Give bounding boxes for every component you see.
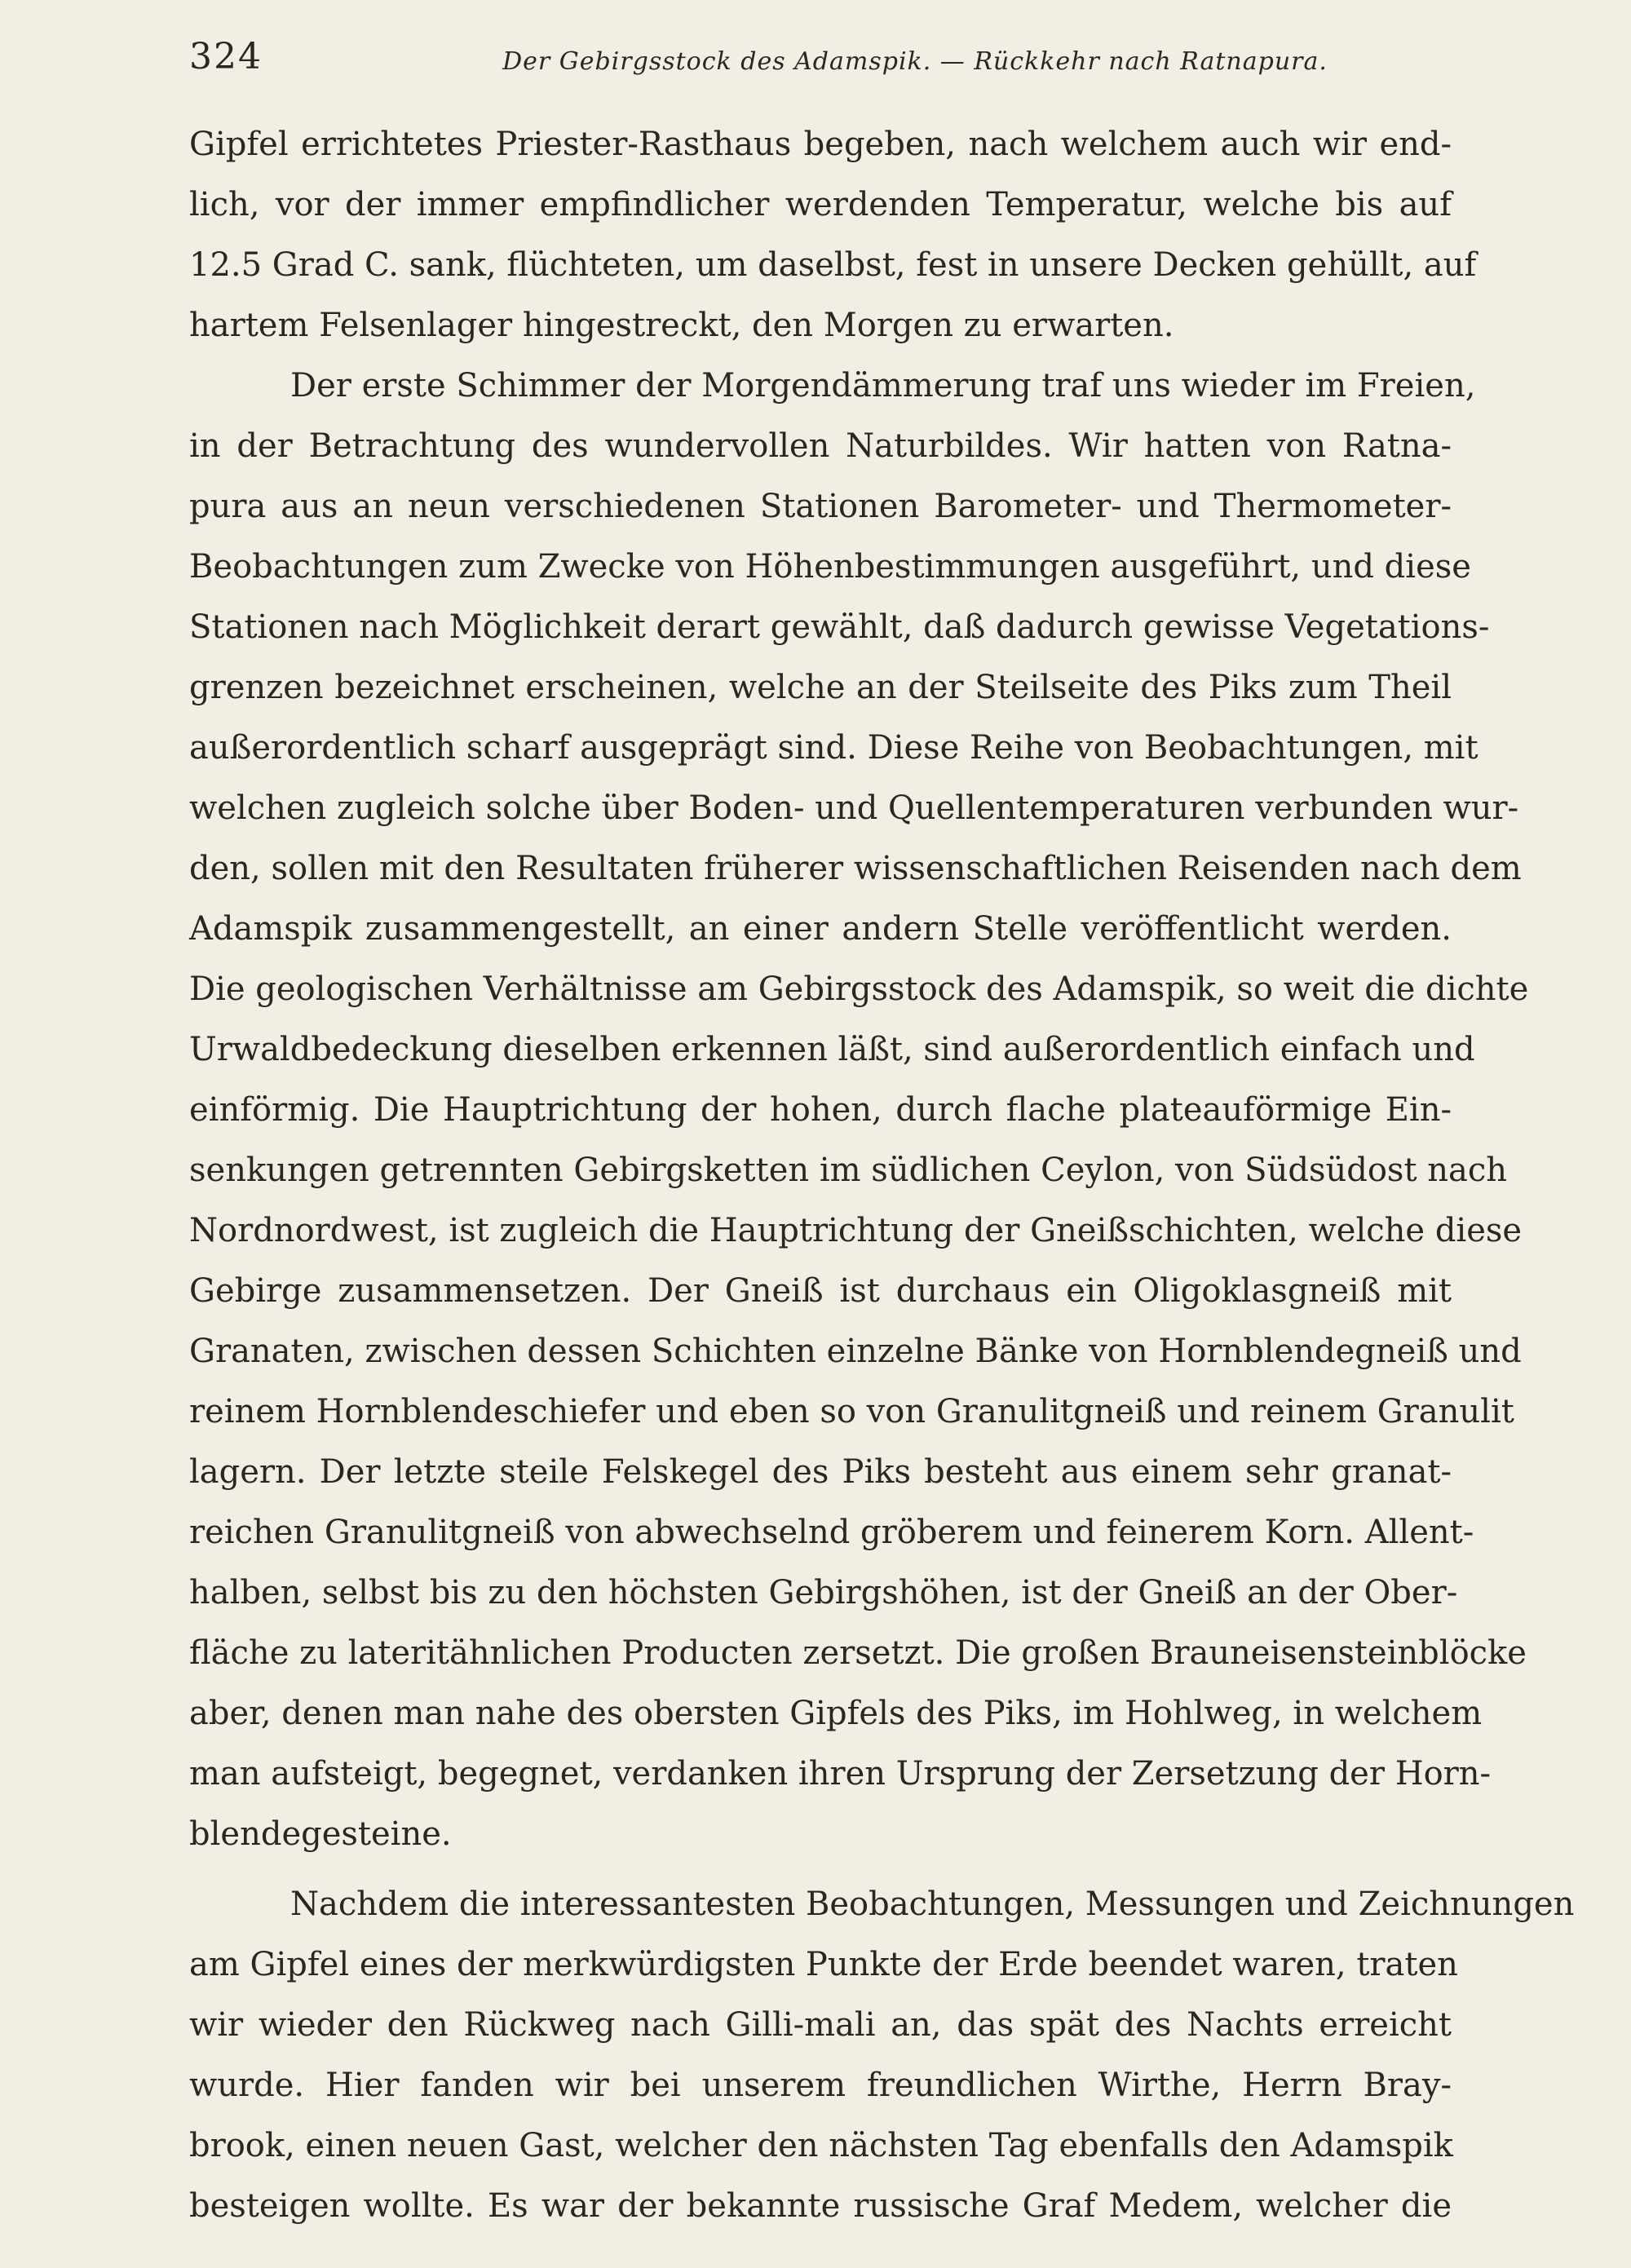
text-line: aber, denen man nahe des obersten Gipfels des Piks, im Hohlweg, in welchem [189,1695,1483,1732]
text-line: außerordentlich scharf ausgeprägt sind. Diese Reihe von Beobachtungen, mit [189,729,1479,767]
text-line: blendegesteine. [189,1815,452,1853]
text-line: einförmig. Die Hauptrichtung der hohen, durch flache plateauförmige Ein- [189,1091,1452,1129]
text-line: pura aus an neun verschiedenen Stationen Barometer- und Thermometer- [189,488,1452,525]
text-line: reichen Granulitgneiß von abwechselnd gröberem und feinerem Korn. Allent- [189,1514,1474,1551]
text-line: Nordnordwest, ist zugleich die Hauptrichtung der Gneißschichten, welche diese [189,1212,1523,1249]
text-line: 12.5 Grad C. sank, flüchteten, um daselbst, fest in unsere Decken gehüllt, auf [189,246,1477,284]
text-line: den, sollen mit den Resultaten früherer wissenschaftlichen Reisenden nach dem [189,850,1522,887]
text-line: senkungen getrennten Gebirgsketten im südlichen Ceylon, von Südsüdost nach [189,1152,1508,1189]
text-line: Adamspik zusammengestellt, an einer andern Stelle veröffentlicht werden. [189,910,1452,948]
text-line: am Gipfel eines der merkwürdigsten Punkte der Erde beendet waren, traten [189,1946,1458,1983]
page-header [189,36,1461,93]
text-line: besteigen wollte. Es war der bekannte russische Graf Medem, welcher die [189,2187,1452,2225]
text-line: Stationen nach Möglichkeit derart gewählt, daß dadurch gewisse Vegetations- [189,608,1490,646]
text-line: welchen zugleich solche über Boden- und Quellentemperaturen verbunden wur- [189,789,1519,827]
text-line: lagern. Der letzte steile Felskegel des Piks besteht aus einem sehr granat- [189,1453,1452,1491]
running-title: Der Gebirgsstock des Adamspik. — Rückkehr nach Ratnapura. [502,47,1328,76]
text-line: wurde. Hier fanden wir bei unserem freundlichen Wirthe, Herrn Bray- [189,2067,1452,2104]
text-line: Gipfel errichtetes Priester-Rasthaus begeben, nach welchem auch wir end- [189,126,1452,163]
text-line: grenzen bezeichnet erscheinen, welche an der Steilseite des Piks zum Theil [189,669,1452,706]
text-line: brook, einen neuen Gast, welcher den nächsten Tag ebenfalls den Adamspik [189,2127,1453,2164]
text-line: halben, selbst bis zu den höchsten Gebirgshöhen, ist der Gneiß an der Ober- [189,1574,1458,1611]
text-line: Gebirge zusammensetzen. Der Gneiß ist durchaus ein Oligoklasgneiß mit [189,1272,1452,1310]
text-line: Beobachtungen zum Zwecke von Höhenbestimmungen ausgeführt, und diese [189,548,1471,586]
text-line: hartem Felsenlager hingestreckt, den Morgen zu erwarten. [189,307,1174,344]
text-line: Die geologischen Verhältnisse am Gebirgsstock des Adamspik, so weit die dichte [189,970,1529,1008]
text-line: wir wieder den Rückweg nach Gilli-mali an, das spät des Nachts erreicht [189,2006,1452,2044]
text-line: Nachdem die interessantesten Beobachtungen, Messungen und Zeichnungen [290,1886,1575,1923]
text-line: Urwaldbedeckung dieselben erkennen läßt, sind außerordentlich einfach und [189,1031,1475,1068]
text-line: in der Betrachtung des wundervollen Naturbildes. Wir hatten von Ratna- [189,427,1452,465]
page-number: 324 [189,36,263,77]
text-line: man aufsteigt, begegnet, verdanken ihren Ursprung der Zersetzung der Horn- [189,1755,1492,1793]
text-line: fläche zu lateritähnlichen Producten zersetzt. Die großen Brauneisensteinblöcke [189,1634,1527,1672]
text-line: reinem Hornblendeschiefer und eben so von Granulitgneiß und reinem Granulit [189,1393,1514,1430]
text-line: lich, vor der immer empfindlicher werdenden Temperatur, welche bis auf [189,186,1452,223]
text-line: Granaten, zwischen dessen Schichten einzelne Bänke von Hornblendegneiß und [189,1333,1522,1370]
text-line: Der erste Schimmer der Morgendämmerung traf uns wieder im Freien, [290,367,1476,405]
